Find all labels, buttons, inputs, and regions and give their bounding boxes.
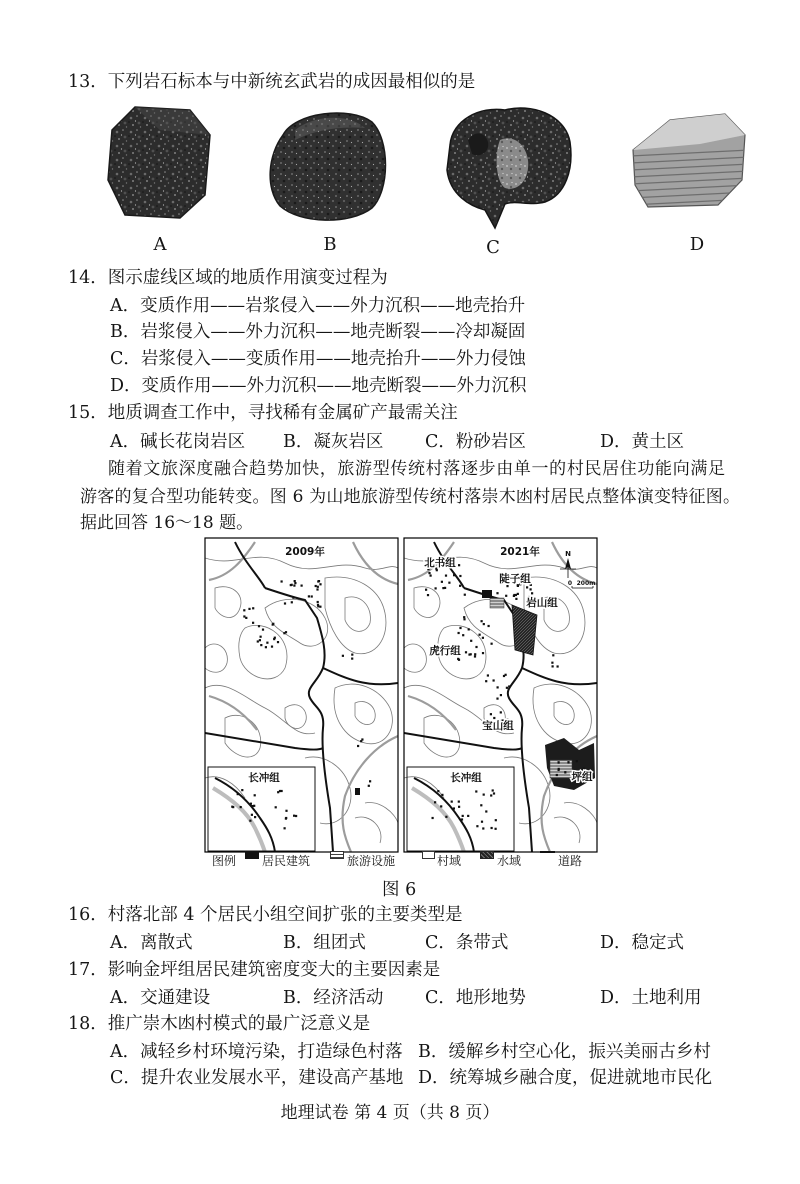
tourism-facility-area	[490, 598, 504, 608]
building-dot	[458, 632, 460, 634]
building-dot	[291, 601, 293, 603]
building-dot	[474, 653, 476, 655]
q16-option-c: C．条带式	[425, 933, 509, 953]
panel-title-2009: 2009年	[285, 546, 325, 558]
map-label-yanshan: 岩山组	[526, 597, 558, 609]
building-dot	[308, 595, 310, 597]
building-dot	[463, 616, 465, 618]
building-dot	[491, 643, 493, 645]
q17-option-b: B．经济活动	[283, 988, 384, 1008]
building-dot	[232, 806, 234, 808]
q15-option-d: D．黄土区	[600, 432, 685, 452]
building-dot	[495, 828, 497, 830]
passage-line: 随着文旅深度融合趋势加快，旅游型传统村落逐步由单一的村民居住功能向满足	[108, 459, 725, 479]
building-dot	[482, 827, 484, 829]
question-stem: 影响金坪组居民建筑密度变大的主要因素是	[107, 960, 441, 980]
building-dot	[317, 601, 319, 603]
building-dot	[500, 711, 502, 713]
panel-title-2021: 2021年	[500, 546, 540, 558]
building-dot	[557, 665, 559, 667]
building-dot	[277, 641, 279, 643]
building-dot	[461, 818, 463, 820]
q14-option-c: C．岩浆侵入——变质作用——地壳抬升——外力侵蚀	[110, 349, 526, 369]
legend-swatch-water	[480, 851, 494, 859]
legend-swatch-tourism	[330, 851, 344, 859]
rock-specimen-c	[447, 108, 571, 228]
rock-specimen-a	[108, 107, 210, 218]
building-dot	[567, 761, 569, 763]
building-dot	[479, 634, 481, 636]
building-dot	[319, 606, 321, 608]
building-dot	[448, 582, 450, 584]
question-16	[68, 902, 463, 928]
residential-building	[355, 788, 360, 795]
building-dot	[558, 761, 560, 763]
building-dot	[257, 640, 259, 642]
map-panel-2021	[404, 538, 597, 852]
question-stem: 下列岩石标本与中新统玄武岩的成因最相似的是	[107, 72, 476, 92]
legend-swatch-village	[422, 851, 435, 859]
building-dot	[474, 655, 476, 657]
building-dot	[488, 625, 490, 627]
building-dot	[482, 637, 484, 639]
building-dot	[496, 592, 498, 594]
building-dot	[526, 586, 528, 588]
building-dot	[357, 745, 359, 747]
building-dot	[483, 623, 485, 625]
building-dot	[369, 780, 371, 782]
building-dot	[250, 803, 252, 805]
map-label-jinping: 坪组	[571, 771, 593, 783]
building-dot	[243, 609, 245, 611]
building-dot	[243, 615, 245, 617]
building-dot	[245, 617, 247, 619]
building-dot	[468, 628, 470, 630]
building-dot	[487, 674, 489, 676]
building-dot	[485, 810, 487, 812]
rock-specimen-d	[630, 114, 750, 207]
building-dot	[292, 597, 294, 599]
building-dot	[428, 572, 430, 574]
building-dot	[505, 674, 507, 676]
building-dot	[351, 658, 353, 660]
building-dot	[435, 587, 437, 589]
building-dot	[483, 794, 485, 796]
building-dot	[442, 587, 444, 589]
building-dot	[294, 580, 296, 582]
building-dot	[445, 816, 447, 818]
building-dot	[517, 593, 519, 595]
building-dot	[515, 598, 517, 600]
scale-label-distance: 200m	[576, 580, 596, 587]
building-dot	[252, 607, 254, 609]
north-label: N	[565, 550, 571, 558]
building-dot	[506, 687, 508, 689]
building-dot	[552, 654, 554, 656]
building-dot	[464, 594, 466, 596]
building-dot	[271, 646, 273, 648]
map-panel-2009	[205, 538, 398, 852]
legend-swatch-road	[540, 851, 555, 853]
building-dot	[467, 815, 469, 817]
building-dot	[241, 789, 243, 791]
building-dot	[258, 625, 260, 627]
q18-option-d: D．统筹城乡融合度，促进就地市民化	[418, 1068, 713, 1088]
question-17	[68, 957, 440, 983]
building-dot	[272, 623, 274, 625]
building-dot	[274, 637, 276, 639]
q16-option-b: B．组团式	[283, 933, 366, 953]
question-number: 18．	[68, 1014, 108, 1034]
scale-label-zero: 0	[567, 580, 573, 587]
building-dot	[252, 622, 254, 624]
scale-bar	[568, 580, 595, 588]
question-stem: 村落北部 4 个居民小组空间扩张的主要类型是	[107, 905, 463, 925]
building-dot	[457, 658, 459, 660]
building-dot	[284, 602, 286, 604]
building-dot	[583, 768, 585, 770]
question-number: 14．	[68, 268, 108, 288]
building-dot	[475, 646, 477, 648]
question-stem: 推广崇木凼村模式的最广泛意义是	[107, 1014, 371, 1034]
question-14	[68, 265, 388, 291]
legend-label-water: 水域	[497, 854, 522, 868]
building-dot	[576, 760, 578, 762]
q18-option-a: A．减轻乡村环境污染，打造绿色村落	[110, 1042, 403, 1062]
figure-6-map	[203, 536, 603, 856]
building-dot	[311, 595, 313, 597]
q14-option-d: D．变质作用——外力沉积——地壳断裂——外力沉积	[110, 376, 527, 396]
building-dot	[445, 575, 447, 577]
building-dot	[453, 807, 455, 809]
rock-specimens	[100, 100, 760, 232]
q14-option-a: A．变质作用——岩浆侵入——外力沉积——地壳抬升	[110, 296, 526, 316]
legend-label-road: 道路	[558, 854, 583, 868]
question-13	[68, 69, 475, 95]
building-dot	[260, 636, 262, 638]
building-dot	[301, 585, 303, 587]
map-label-beishu: 北书组	[424, 557, 456, 569]
q16-option-d: D．稳定式	[600, 933, 685, 953]
building-dot	[260, 644, 262, 646]
building-dot	[458, 801, 460, 803]
residential-building	[482, 590, 492, 598]
building-dot	[458, 564, 460, 566]
building-dot	[470, 640, 472, 642]
building-dot	[468, 654, 470, 656]
building-dot	[558, 769, 560, 771]
building-dot	[254, 816, 256, 818]
question-number: 13．	[68, 72, 108, 92]
building-dot	[513, 594, 515, 596]
q15-option-b: B．凝灰岩区	[283, 432, 384, 452]
passage-line: 游客的复合型功能转变。图 6 为山地旅游型传统村落崇木凼村居民点整体演变特征图。	[80, 487, 740, 507]
building-dot	[361, 738, 363, 740]
building-dot	[490, 713, 492, 715]
building-dot	[342, 655, 344, 657]
building-dot	[459, 585, 461, 587]
building-dot	[462, 634, 464, 636]
building-dot	[493, 792, 495, 794]
map-legend	[205, 851, 600, 871]
building-dot	[285, 810, 287, 812]
map-label-changchong: 长冲组	[248, 772, 280, 784]
building-dot	[458, 806, 460, 808]
building-dot	[500, 694, 502, 696]
building-dot	[319, 583, 321, 585]
legend-title: 图例	[212, 854, 237, 868]
building-dot	[481, 821, 483, 823]
building-dot	[505, 595, 507, 597]
building-dot	[265, 646, 267, 648]
building-dot	[281, 580, 283, 582]
building-dot	[249, 820, 251, 822]
legend-label-residential: 居民建筑	[262, 854, 311, 868]
building-dot	[496, 698, 498, 700]
building-dot	[316, 588, 318, 590]
building-dot	[493, 679, 495, 681]
building-dot	[491, 827, 493, 829]
building-dot	[279, 790, 281, 792]
building-dot	[425, 589, 427, 591]
building-dot	[551, 662, 553, 664]
building-dot	[482, 652, 484, 654]
building-dot	[564, 771, 566, 773]
figure-caption: 图 6	[382, 880, 417, 900]
building-dot	[485, 680, 487, 682]
building-dot	[465, 651, 467, 653]
building-dot	[481, 620, 483, 622]
map-label-changchong: 长冲组	[450, 772, 482, 784]
building-dot	[495, 819, 497, 821]
building-dot	[453, 574, 455, 576]
legend-swatch-residential	[245, 851, 259, 859]
building-dot	[441, 581, 443, 583]
rock-specimen-b	[270, 113, 385, 220]
building-dot	[427, 594, 429, 596]
q15-option-c: C．粉砂岩区	[425, 432, 526, 452]
building-dot	[248, 608, 250, 610]
question-number: 17．	[68, 960, 108, 980]
building-dot	[463, 618, 465, 620]
building-dot	[368, 785, 370, 787]
building-dot	[462, 815, 464, 817]
building-dot	[493, 717, 495, 719]
specimen-label-b: B	[323, 234, 337, 255]
q17-option-a: A．交通建设	[110, 988, 211, 1008]
building-dot	[251, 814, 253, 816]
legend-label-tourism: 旅游设施	[347, 854, 396, 868]
specimen-label-c: C	[486, 237, 500, 258]
building-dot	[285, 817, 287, 819]
building-dot	[237, 793, 239, 795]
q15-option-a: A．碱长花岗岩区	[110, 432, 246, 452]
specimen-label-d: D	[689, 234, 705, 255]
building-dot	[506, 585, 508, 587]
building-dot	[430, 575, 432, 577]
map-label-huxing: 虎行组	[429, 645, 461, 657]
question-number: 16．	[68, 905, 108, 925]
q17-option-d: D．土地利用	[600, 988, 702, 1008]
building-dot	[459, 627, 461, 629]
building-dot	[490, 794, 492, 796]
building-dot	[434, 801, 436, 803]
building-dot	[293, 585, 295, 587]
page-footer: 地理试卷 第 4 页（共 8 页）	[280, 1103, 500, 1123]
building-dot	[275, 806, 277, 808]
q14-option-b: B．岩浆侵入——外力沉积——地壳断裂——冷却凝固	[110, 322, 526, 342]
building-dot	[351, 654, 353, 656]
building-dot	[295, 815, 297, 817]
building-dot	[317, 586, 319, 588]
building-dot	[475, 790, 477, 792]
building-dot	[317, 604, 319, 606]
building-dot	[492, 789, 494, 791]
building-dot	[530, 588, 532, 590]
building-dot	[254, 794, 256, 796]
question-stem: 地质调查工作中，寻找稀有金属矿产最需关注	[107, 403, 458, 423]
building-dot	[437, 790, 439, 792]
building-dot	[283, 632, 285, 634]
building-dot	[508, 685, 510, 687]
map-label-baoshan: 宝山组	[482, 720, 514, 732]
building-dot	[440, 805, 442, 807]
q16-option-a: A．离散式	[110, 933, 193, 953]
q18-option-b: B．缓解乡村空心化，振兴美丽古乡村	[418, 1042, 711, 1062]
question-number: 15．	[68, 403, 108, 423]
building-dot	[441, 794, 443, 796]
building-dot	[459, 575, 461, 577]
building-dot	[315, 585, 317, 587]
building-dot	[476, 825, 478, 827]
question-stem: 图示虚线区域的地质作用演变过程为	[107, 268, 388, 288]
q17-option-c: C．地形地势	[425, 988, 526, 1008]
building-dot	[266, 642, 268, 644]
building-dot	[317, 580, 319, 582]
building-dot	[253, 805, 255, 807]
building-dot	[451, 801, 453, 803]
building-dot	[480, 804, 482, 806]
building-dot	[293, 815, 295, 817]
building-dot	[556, 774, 558, 776]
map-label-douzi: 陡子组	[499, 573, 531, 585]
building-dot	[552, 665, 554, 667]
building-dot	[284, 827, 286, 829]
legend-label-village: 村域	[437, 854, 462, 868]
building-dot	[497, 686, 499, 688]
passage-line: 据此回答 16～18 题。	[80, 513, 254, 533]
q18-option-c: C．提升农业发展水平，建设高产基地	[110, 1068, 404, 1088]
building-dot	[290, 584, 292, 586]
building-dot	[531, 592, 533, 594]
question-18	[68, 1011, 370, 1037]
question-15	[68, 400, 458, 426]
building-dot	[259, 639, 261, 641]
building-dot	[240, 806, 242, 808]
building-dot	[262, 629, 264, 631]
building-dot	[294, 582, 296, 584]
building-dot	[432, 817, 434, 819]
specimen-label-a: A	[153, 234, 167, 255]
